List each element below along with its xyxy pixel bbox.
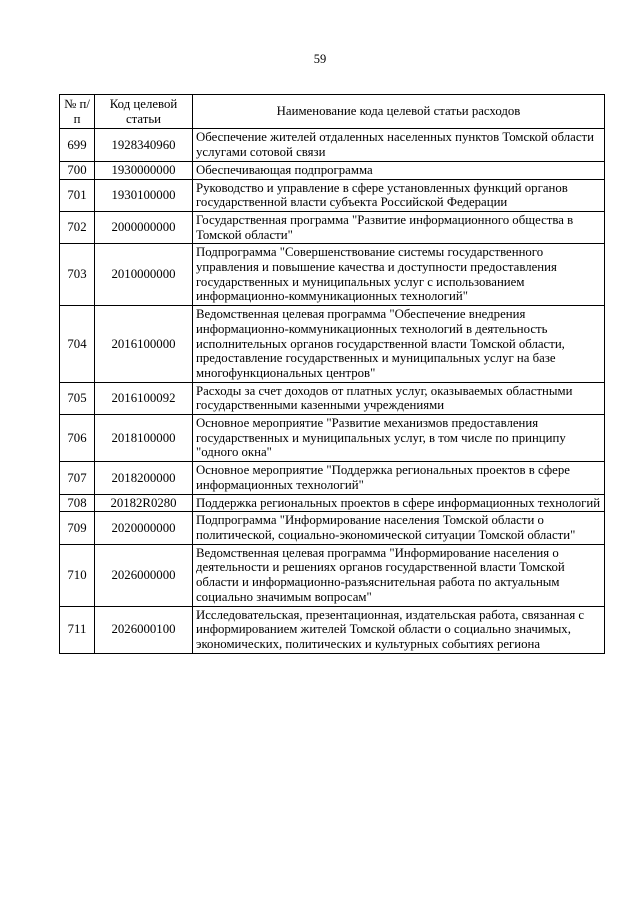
table-row	[60, 544, 605, 606]
row-code: 1928340960	[95, 129, 193, 161]
row-name: Расходы за счет доходов от платных услуг, оказываемых областными государственными казенными учреждениями	[193, 382, 605, 414]
row-code: 2026000100	[95, 606, 193, 653]
table-row	[60, 306, 605, 383]
row-number: 699	[60, 129, 95, 161]
row-number: 700	[60, 161, 95, 179]
row-name: Ведомственная целевая программа "Информирование населения о деятельности и решениях органов государственной власти Томской области и информационно-разъяснительная работа по актуальным социально значимым вопросам"	[193, 544, 605, 606]
header-name: Наименование кода целевой статьи расходов	[193, 95, 605, 129]
row-number: 711	[60, 606, 95, 653]
row-number: 702	[60, 211, 95, 243]
row-code: 2000000000	[95, 211, 193, 243]
table-row	[60, 244, 605, 306]
row-name: Руководство и управление в сфере установленных функций органов государственной власти субъекта Российской Федерации	[193, 179, 605, 211]
row-code: 2020000000	[95, 512, 193, 544]
page-number: 59	[313, 52, 327, 66]
row-number: 708	[60, 494, 95, 512]
row-number: 701	[60, 179, 95, 211]
table-body	[60, 129, 605, 653]
row-number: 705	[60, 382, 95, 414]
row-code: 2010000000	[95, 244, 193, 306]
row-name: Ведомственная целевая программа "Обеспечение внедрения информационно-коммуникационных технологий в деятельность исполнительных органов государственной власти Томской области, предоставление государственных и муниципальных услуг на базе многофункциональных центров"	[193, 306, 605, 383]
row-code: 2018200000	[95, 462, 193, 494]
row-number: 704	[60, 306, 95, 383]
row-number: 707	[60, 462, 95, 494]
row-number: 703	[60, 244, 95, 306]
table-row	[60, 161, 605, 179]
table-header	[60, 95, 605, 129]
row-name: Подпрограмма "Информирование населения Томской области о политической, социально-экономической ситуации Томской области"	[193, 512, 605, 544]
row-code: 2016100092	[95, 382, 193, 414]
header-row	[60, 95, 605, 129]
target-codes-table	[59, 94, 605, 654]
row-number: 706	[60, 415, 95, 462]
row-name: Государственная программа "Развитие информационного общества в Томской области"	[193, 211, 605, 243]
table-row	[60, 179, 605, 211]
row-code: 20182R0280	[95, 494, 193, 512]
table-row	[60, 415, 605, 462]
header-code: Код целевой статьи	[95, 95, 193, 129]
header-number: № п/п	[60, 95, 95, 129]
row-code: 2018100000	[95, 415, 193, 462]
row-name: Основное мероприятие "Развитие механизмов предоставления государственных и муниципальных услуг, в том числе по принципу "одного окна"	[193, 415, 605, 462]
table-row	[60, 512, 605, 544]
row-code: 1930000000	[95, 161, 193, 179]
row-name: Поддержка региональных проектов в сфере информационных технологий	[193, 494, 605, 512]
table-row	[60, 494, 605, 512]
row-name: Обеспечивающая подпрограмма	[193, 161, 605, 179]
row-number: 710	[60, 544, 95, 606]
table-row	[60, 129, 605, 161]
row-name: Исследовательская, презентационная, издательская работа, связанная с информированием жителей Томской области о социально значимых, экономических, политических и культурных событиях региона	[193, 606, 605, 653]
table-row	[60, 382, 605, 414]
table-row	[60, 606, 605, 653]
row-code: 2016100000	[95, 306, 193, 383]
table-row	[60, 211, 605, 243]
row-code: 1930100000	[95, 179, 193, 211]
table-row	[60, 462, 605, 494]
row-name: Основное мероприятие "Поддержка региональных проектов в сфере информационных технологий"	[193, 462, 605, 494]
row-name: Подпрограмма "Совершенствование системы государственного управления и повышение качества и доступности предоставления государственных и муниципальных услуг с использованием информационно-коммуникационных технологий"	[193, 244, 605, 306]
row-name: Обеспечение жителей отдаленных населенных пунктов Томской области услугами сотовой связи	[193, 129, 605, 161]
row-code: 2026000000	[95, 544, 193, 606]
row-number: 709	[60, 512, 95, 544]
